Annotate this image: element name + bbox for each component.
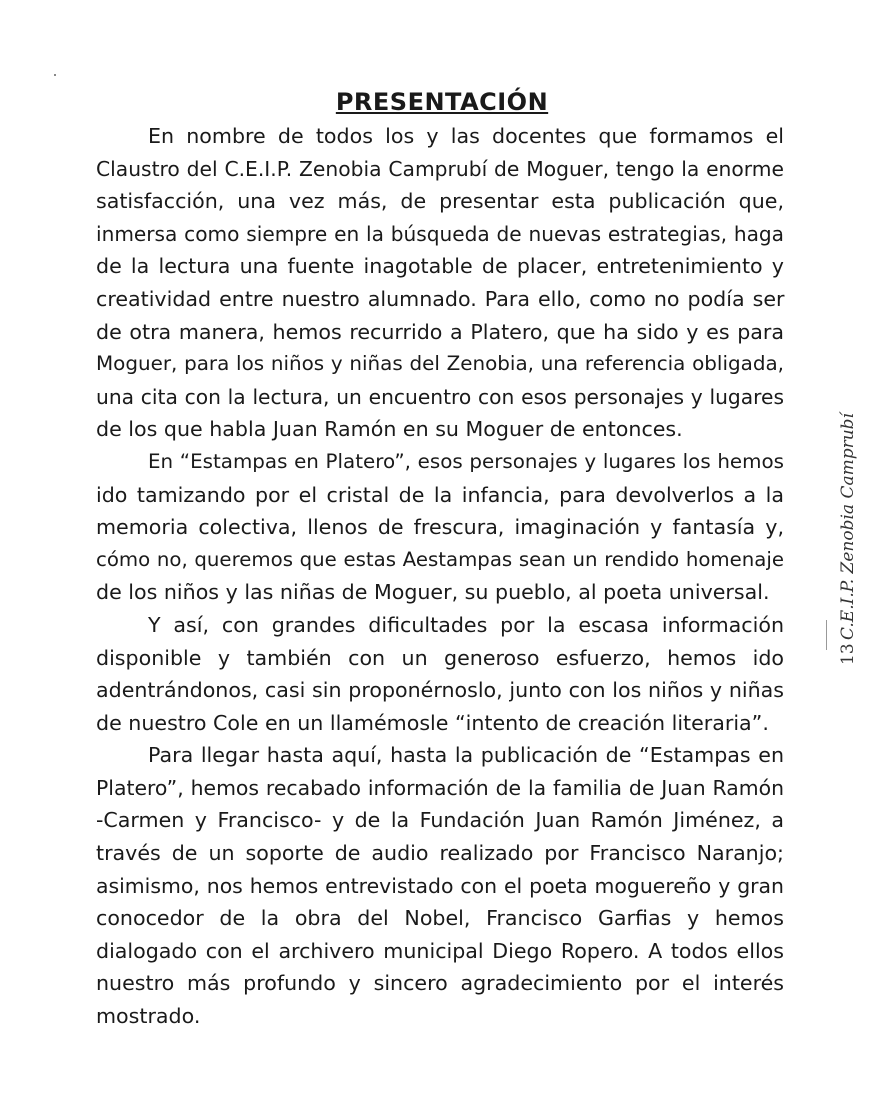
- text-line: ido tamizando por el cristal de la infancia, para devolverlos a la: [96, 482, 784, 507]
- text-line: inmersa como siempre en la búsqueda de nuevas estrategias, haga: [96, 221, 784, 246]
- text-line: una cita con la lectura, un encuentro con esos personajes y lugares: [96, 384, 784, 409]
- text-line: de otra manera, hemos recurrido a Platero, que ha sido y es para: [96, 319, 784, 344]
- text-line: adentrándonos, casi sin proponérnoslo, junto con los niños y niñas: [96, 678, 784, 703]
- scan-speck: [54, 74, 56, 76]
- text-line: En nombre de todos los y las docentes que formamos el: [148, 124, 784, 148]
- text-line: de la lectura una fuente inagotable de placer, entretenimiento y: [96, 254, 784, 279]
- side-divider: [826, 620, 827, 650]
- body-text: [96, 120, 784, 1033]
- text-line: Para llegar hasta aquí, hasta la publicación de “Estampas en: [148, 743, 784, 768]
- text-line: de los que habla Juan Ramón en su Moguer de entonces.: [96, 417, 683, 442]
- text-line: Claustro del C.E.I.P. Zenobia Camprubí de Moguer, tengo la enorme: [96, 156, 784, 181]
- text-line: conocedor de la obra del Nobel, Francisco Garfias y hemos: [96, 906, 784, 931]
- text-line: de nuestro Cole en un llamémosle “intento de creación literaria”.: [96, 710, 769, 735]
- text-line: Y así, con grandes dificultades por la escasa información: [148, 612, 784, 637]
- text-line: creatividad entre nuestro alumnado. Para ello, como no podía ser: [96, 286, 784, 311]
- school-name-side-label: C.E.I.P. Zenobia Camprubí: [838, 413, 858, 640]
- page-title: PRESENTACIÓN: [335, 88, 549, 116]
- text-line: satisfacción, una vez más, de presentar esta publicación que,: [96, 189, 784, 214]
- page-number: 13: [838, 643, 858, 665]
- text-line: dialogado con el archivero municipal Diego Ropero. A todos ellos: [96, 938, 784, 963]
- text-line: Platero”, hemos recabado información de la familia de Juan Ramón: [96, 775, 784, 800]
- text-line: mostrado.: [96, 1004, 201, 1029]
- text-line: de los niños y las niñas de Moguer, su pueblo, al poeta universal.: [96, 580, 770, 605]
- text-line: través de un soporte de audio realizado por Francisco Naranjo;: [96, 841, 784, 866]
- text-line: asimismo, nos hemos entrevistado con el poeta moguereño y gran: [96, 873, 784, 898]
- text-line: disponible y también con un generoso esfuerzo, hemos ido: [96, 645, 784, 670]
- text-line: Moguer, para los niños y niñas del Zenobia, una referencia obligada,: [96, 352, 784, 376]
- text-line: memoria colectiva, llenos de frescura, imaginación y fantasía y,: [96, 515, 784, 540]
- text-line: nuestro más profundo y sincero agradecimiento por el interés: [96, 971, 784, 996]
- text-line: cómo no, queremos que estas Aestampas sean un rendido homenaje: [96, 547, 784, 571]
- text-line: -Carmen y Francisco- y de la Fundación Juan Ramón Jiménez, a: [96, 808, 784, 833]
- text-line: En “Estampas en Platero”, esos personajes y lugares los hemos: [148, 449, 784, 473]
